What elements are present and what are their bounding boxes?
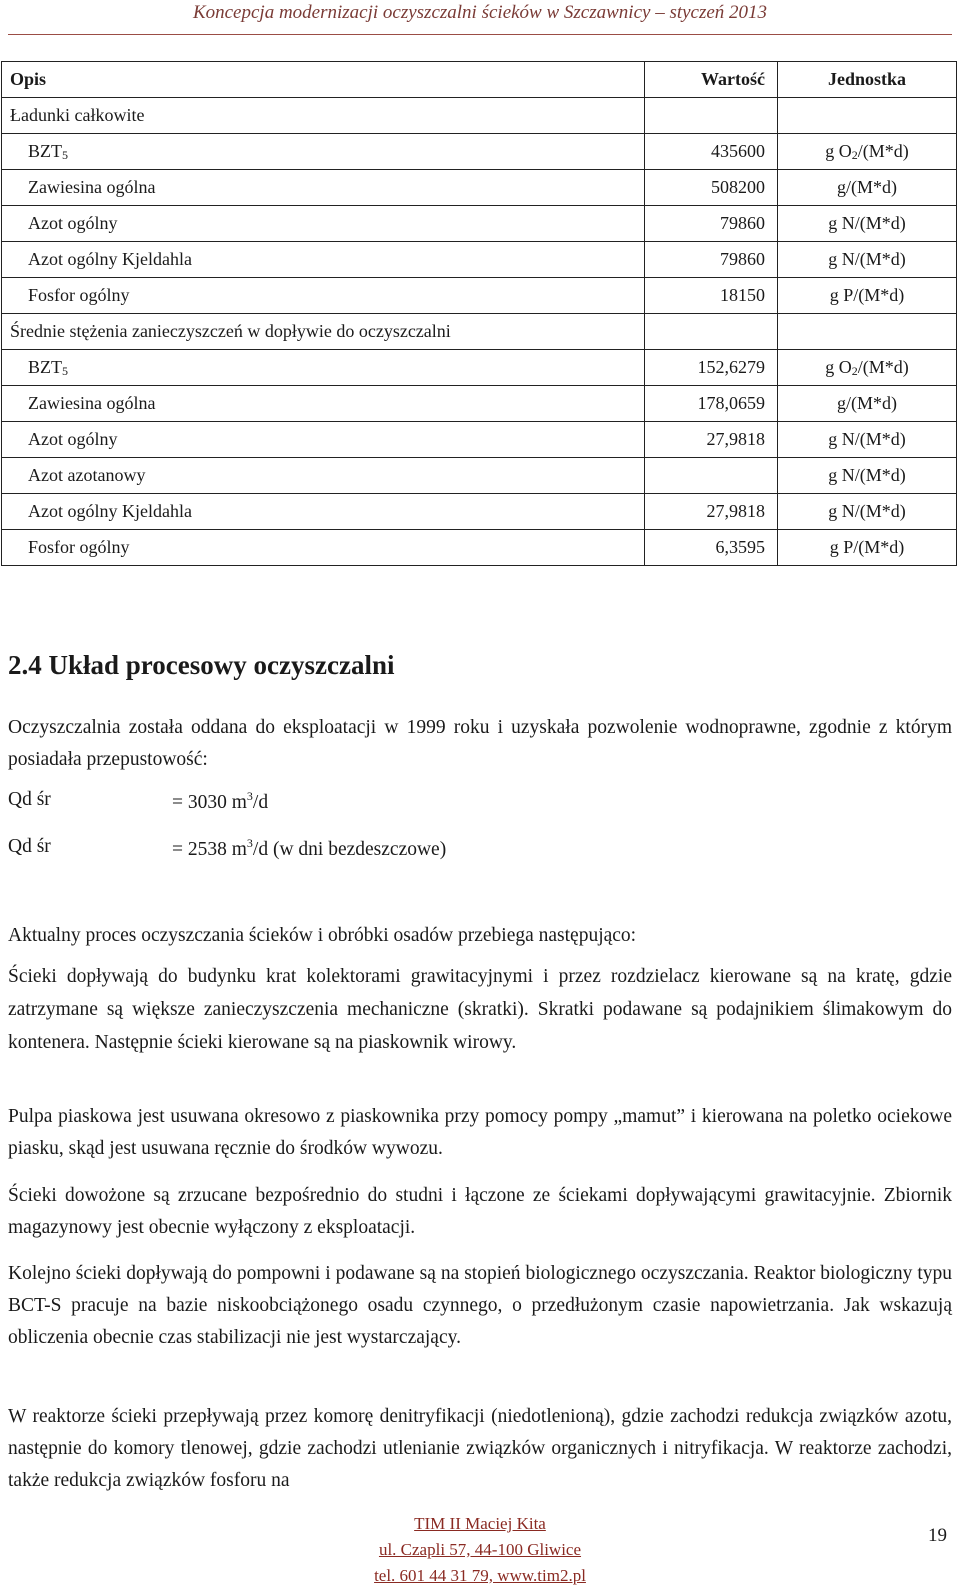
row-value: 79860 <box>645 206 778 242</box>
section-title: 2.4 Układ procesowy oczyszczalni <box>8 650 395 680</box>
row-desc: $BZT_5$ <box>2 350 645 386</box>
row-unit: g $O_2/(M*d)$ <box>778 134 957 170</box>
row-value: 435600 <box>645 134 778 170</box>
row-unit <box>778 314 957 350</box>
paragraph-delivered: Ścieki dowożone są zrzucane bezpośrednio do studni i łączone ze ściekami dopływającymi grawitacyjnie. Zbiornik magazynowy jest obecnie wyłączony z eksploatacji. <box>8 1185 952 1238</box>
row-unit: g/(M*d) <box>778 170 957 206</box>
qd-value: = 2538 $m^3/d$ (w dni bezdeszczowe) <box>172 836 447 860</box>
paragraph-grit: Pulpa piaskowa jest usuwana okresowo z piaskownika przy pomocy pompy „mamut” i kierowana na poletko ociekowe piasku, skąd jest usuwana ręcznie do środków wywozu. <box>8 1106 952 1159</box>
running-header: Koncepcja modernizacji oczyszczalni ścieków w Szczawnicy – styczeń 2013 <box>192 2 768 23</box>
table-header-row <box>2 62 957 98</box>
qd-label: Qd śr <box>8 789 51 810</box>
table-row <box>2 134 957 170</box>
table-section-row <box>2 98 957 134</box>
footer-company: TIM II Maciej Kita <box>414 1514 546 1533</box>
row-unit: g/(M*d) <box>778 386 957 422</box>
row-value: 508200 <box>645 170 778 206</box>
table-row <box>2 422 957 458</box>
row-value: 18150 <box>645 278 778 314</box>
paragraph-biological: Kolejno ścieki dopływają do pompowni i podawane są na stopień biologicznego oczyszczania. Reaktor biologiczny typu BCT-S pracuje na bazie niskoobciążonego osadu czynnego, o przedłużonym czasie napowietrzania. Jak wskazują obliczenia obecnie czas stabilizacji nie jest wystarczający. <box>8 1263 952 1348</box>
row-desc: Azot ogólny <box>2 206 645 242</box>
paragraph-process: Aktualny proces oczyszczania ścieków i obróbki osadów przebiega następująco: <box>8 925 637 946</box>
intro-paragraph: Oczyszczalnia została oddana do eksploatacji w 1999 roku i uzyskała pozwolenie wodnoprawne, zgodnie z którym posiadała przepustowość: <box>8 717 952 770</box>
header-value: Wartość <box>645 62 778 98</box>
table-row <box>2 494 957 530</box>
qd-label: Qd śr <box>8 836 51 857</box>
loads-table <box>1 61 957 566</box>
page-number: 19 <box>928 1525 947 1546</box>
row-desc: Fosfor ogólny <box>2 530 645 566</box>
row-unit: g N/(M*d) <box>778 206 957 242</box>
header-rule <box>8 34 952 35</box>
table-row <box>2 278 957 314</box>
row-value: 152,6279 <box>645 350 778 386</box>
table-row <box>2 530 957 566</box>
table-row <box>2 170 957 206</box>
paragraph-screens: Ścieki dopływają do budynku krat kolektorami grawitacyjnymi i przez rozdzielacz kierowane są na kratę, gdzie zatrzymane są większe zanieczyszczenia mechaniczne (skratki). Skratki podawane są podajnikiem ślimakowym do kontenera. Następnie ścieki kierowane są na piaskownik wirowy. <box>8 966 952 1053</box>
header-unit: Jednostka <box>778 62 957 98</box>
paragraph-reactor: W reaktorze ścieki przepływają przez komorę denitryfikacji (niedotlenioną), gdzie zachodzi redukcja związków azotu, następnie do komory tlenowej, gdzie zachodzi utlenianie związków organicznych i nitryfikacja. W reaktorze zachodzi, także redukcja związków fosforu na <box>8 1406 952 1491</box>
row-value: 27,9818 <box>645 494 778 530</box>
row-value <box>645 98 778 134</box>
row-value <box>645 458 778 494</box>
row-value <box>645 314 778 350</box>
row-value: 6,3595 <box>645 530 778 566</box>
row-desc: Zawiesina ogólna <box>2 170 645 206</box>
row-unit: g $O_2/(M*d)$ <box>778 350 957 386</box>
row-value: 178,0659 <box>645 386 778 422</box>
row-desc: Azot azotanowy <box>2 458 645 494</box>
qd-value: = 3030 $m^3/d$ <box>172 789 269 813</box>
row-desc: Azot ogólny Kjeldahla <box>2 494 645 530</box>
row-value: 27,9818 <box>645 422 778 458</box>
footer-contact: tel. 601 44 31 79, www.tim2.pl <box>374 1566 586 1585</box>
table-row <box>2 386 957 422</box>
row-desc: Ładunki całkowite <box>2 98 645 134</box>
header-desc: Opis <box>2 62 645 98</box>
row-desc: Zawiesina ogólna <box>2 386 645 422</box>
row-desc: Fosfor ogólny <box>2 278 645 314</box>
row-unit: g N/(M*d) <box>778 458 957 494</box>
row-desc: $BZT_5$ <box>2 134 645 170</box>
footer-address: ul. Czapli 57, 44-100 Gliwice <box>378 1540 582 1559</box>
row-desc: Azot ogólny Kjeldahla <box>2 242 645 278</box>
row-unit: g N/(M*d) <box>778 242 957 278</box>
table-section-row <box>2 314 957 350</box>
row-unit: g P/(M*d) <box>778 278 957 314</box>
row-unit <box>778 98 957 134</box>
row-unit: g P/(M*d) <box>778 530 957 566</box>
table-row <box>2 350 957 386</box>
row-unit: g N/(M*d) <box>778 494 957 530</box>
row-desc: Średnie stężenia zanieczyszczeń w dopływie do oczyszczalni <box>2 314 645 350</box>
table-row <box>2 242 957 278</box>
table-row <box>2 206 957 242</box>
row-value: 79860 <box>645 242 778 278</box>
row-desc: Azot ogólny <box>2 422 645 458</box>
row-unit: g N/(M*d) <box>778 422 957 458</box>
table-row <box>2 458 957 494</box>
